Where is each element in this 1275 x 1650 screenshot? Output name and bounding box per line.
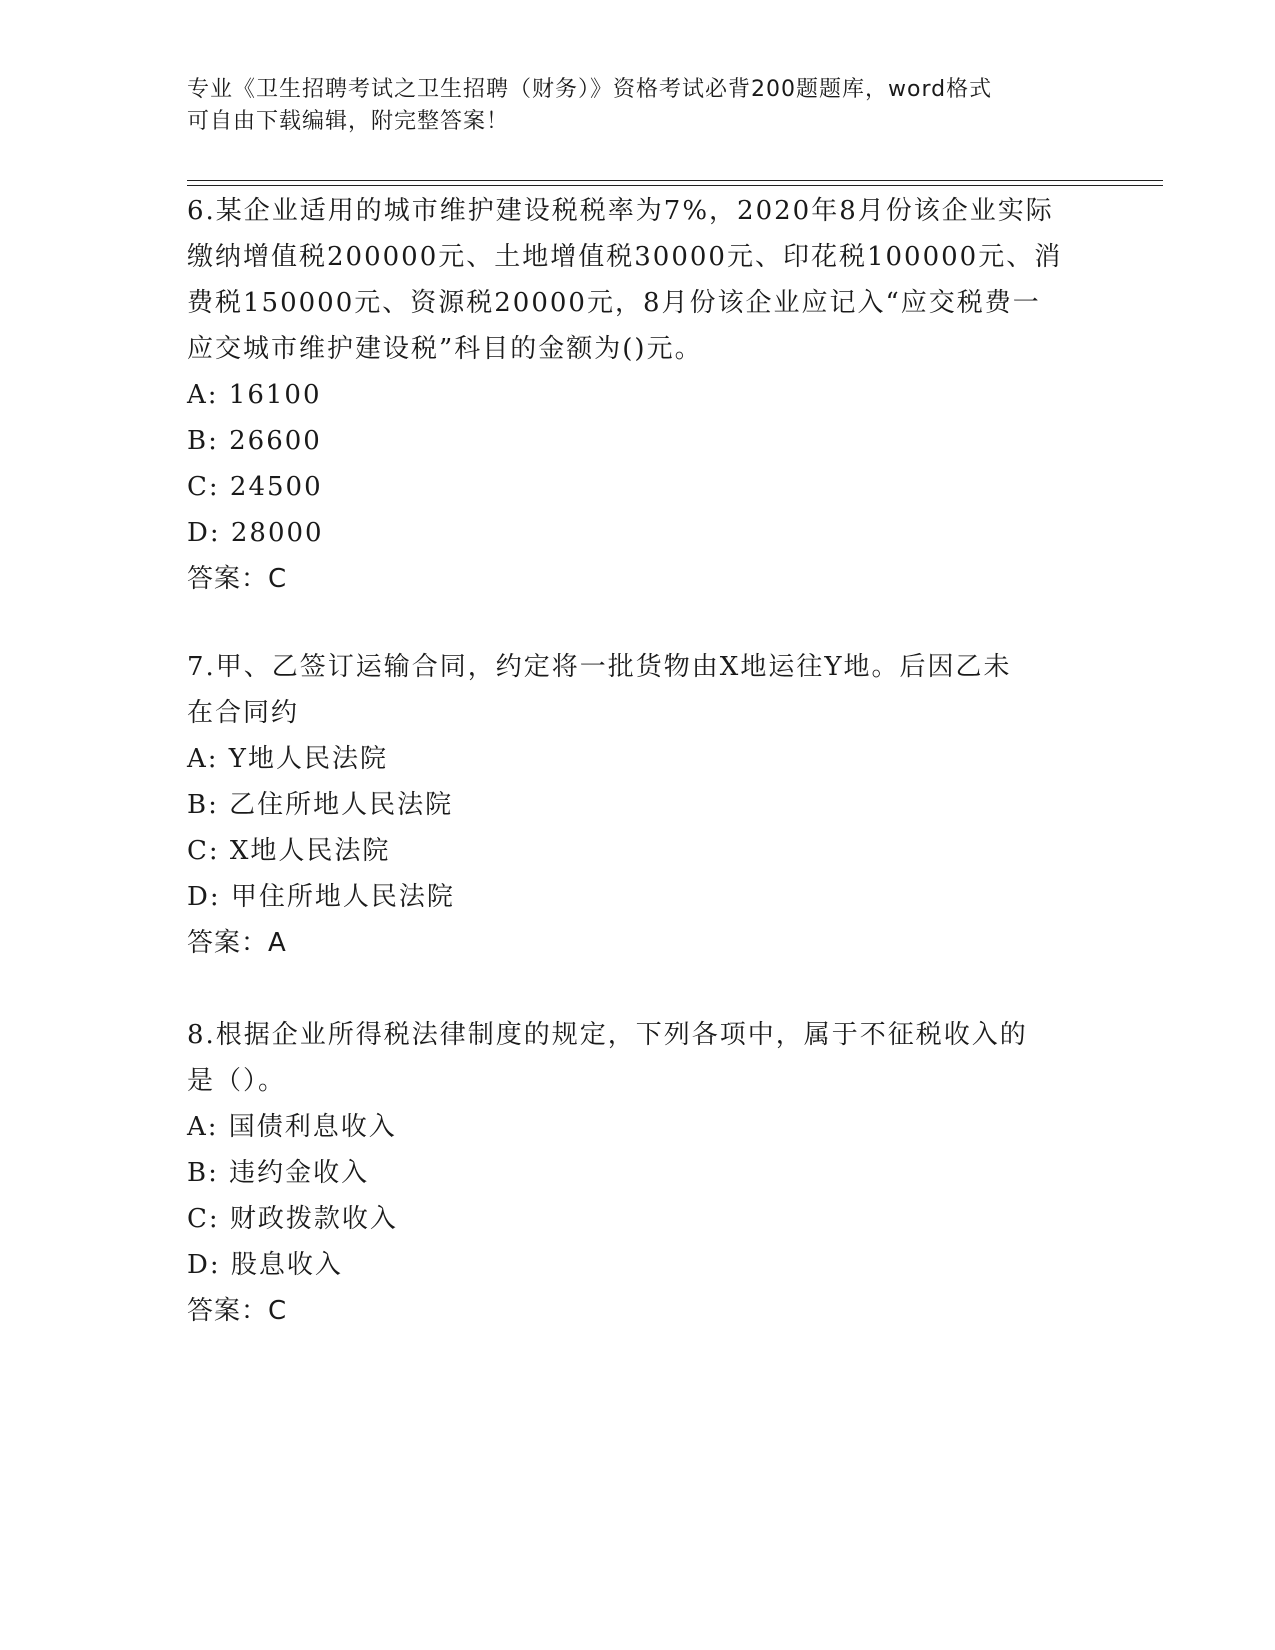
question-text-line: 在合同约: [187, 698, 300, 728]
option-b: B: 违约金收入: [187, 1158, 370, 1188]
option-a: A: Y地人民法院: [187, 744, 388, 774]
question-text-line: 8.根据企业所得税法律制度的规定，下列各项中，属于不征税收入的: [187, 1020, 1028, 1050]
option-c: C: 财政拨款收入: [187, 1204, 398, 1234]
option-a: A: 国债利息收入: [187, 1112, 397, 1142]
question-text-line: 应交城市维护建设税”科目的金额为()元。: [187, 334, 703, 364]
option-b: B: 26600: [187, 426, 322, 456]
question-7: [187, 644, 1087, 966]
question-text-line: 是（）。: [187, 1066, 287, 1096]
answer: 答案：A: [187, 928, 287, 958]
header-divider-top: [187, 180, 1163, 181]
header-line-1: 专业《卫生招聘考试之卫生招聘（财务）》资格考试必背200题题库，word格式: [187, 77, 993, 102]
document-header: [187, 74, 1077, 138]
header-divider-bottom: [187, 185, 1163, 186]
header-line-2: 可自由下载编辑，附完整答案！: [187, 109, 510, 134]
question-text-line: 缴纳增值税200000元、土地增值税30000元、印花税100000元、消: [187, 242, 1063, 272]
option-b: B: 乙住所地人民法院: [187, 790, 454, 820]
option-d: D: 甲住所地人民法院: [187, 882, 455, 912]
option-d: D: 股息收入: [187, 1250, 343, 1280]
answer: 答案：C: [187, 1296, 288, 1326]
question-6: [187, 188, 1087, 602]
option-d: D: 28000: [187, 518, 324, 548]
question-8: [187, 1012, 1087, 1334]
option-a: A: 16100: [187, 380, 322, 410]
answer: 答案：C: [187, 564, 288, 594]
question-text-line: 费税150000元、资源税20000元，8月份该企业应记入“应交税费一: [187, 288, 1041, 318]
question-text-line: 6.某企业适用的城市维护建设税税率为7%，2020年8月份该企业实际: [187, 196, 1054, 226]
option-c: C: X地人民法院: [187, 836, 391, 866]
question-text-line: 7.甲、乙签订运输合同，约定将一批货物由X地运往Y地。后因乙未: [187, 652, 1012, 682]
option-c: C: 24500: [187, 472, 323, 502]
